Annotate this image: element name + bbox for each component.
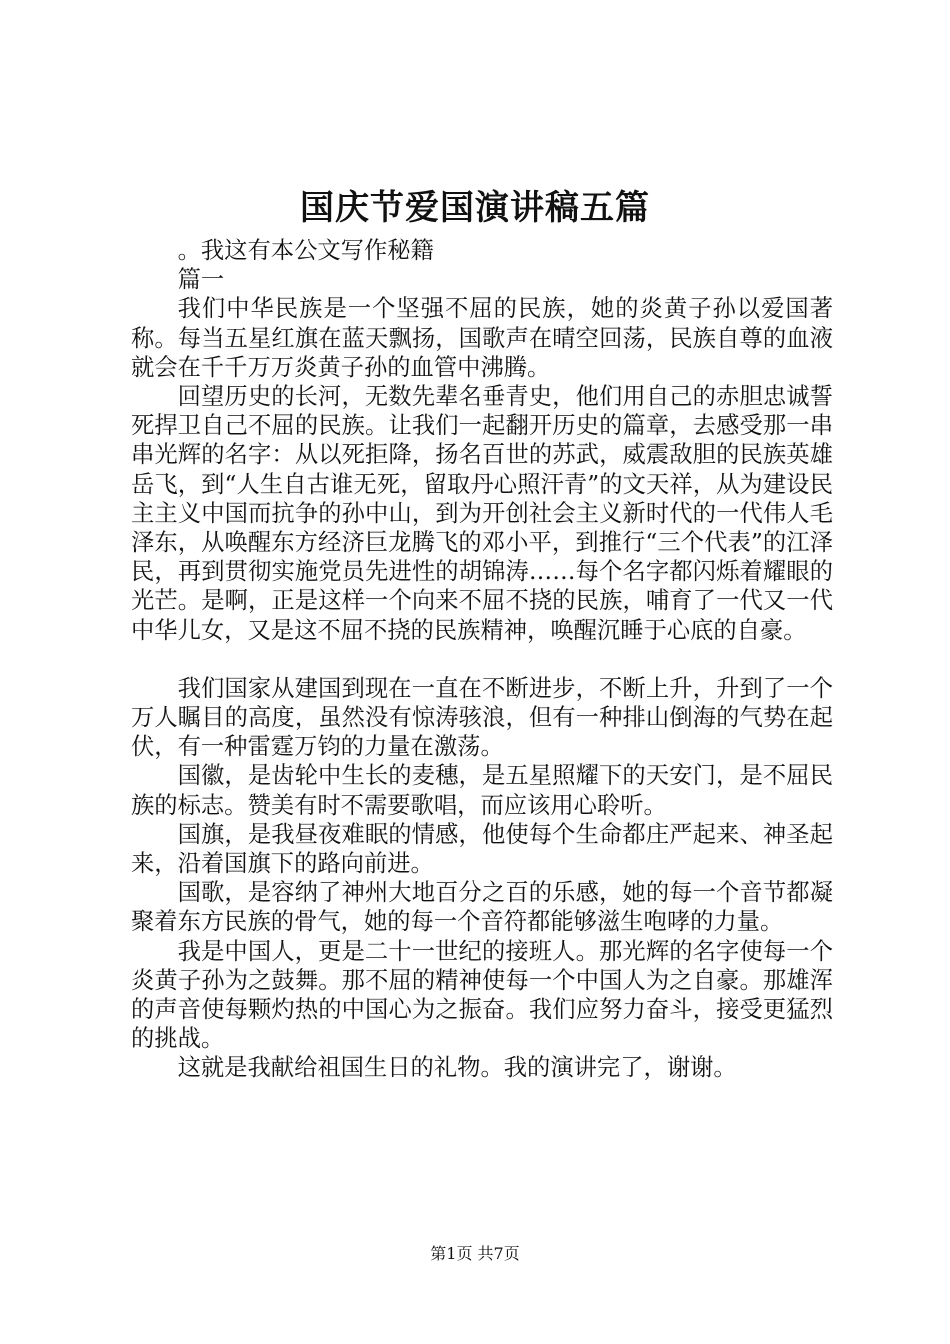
- paragraph-8: 这就是我献给祖国生日的礼物。我的演讲完了，谢谢。: [177, 1054, 737, 1082]
- document-body: [131, 236, 833, 1083]
- paragraph-3: 我们国家从建国到现在一直在不断进步，不断上升，升到了一个万人瞩目的高度，虽然没有惊涛骇浪，但有一种排山倒海的气势在起伏，有一种雷霆万钧的力量在激荡。: [131, 674, 833, 761]
- paragraph-section-heading: 篇一: [177, 266, 225, 294]
- paragraph-1: 我们中华民族是一个坚强不屈的民族，她的炎黄子孙以爱国著称。每当五星红旗在蓝天飘扬，国歌声在晴空回荡，民族自尊的血液就会在千千万万炎黄子孙的血管中沸腾。: [131, 295, 833, 381]
- paragraph-2: 回望历史的长河，无数先辈名垂青史，他们用自己的赤胆忠诚誓死捍卫自己不屈的民族。让我们一起翻开历史的篇章，去感受那一串串光辉的名字：从以死拒降，扬名百世的苏武，威震敌胆的民族英雄岳飞，到“人生自古谁无死，留取丹心照汗青”的文天祥，从为建设民主主义中国而抗争的孙中山，到为开创社会主义新时代的一代伟人毛泽东，从唤醒东方经济巨龙腾飞的邓小平，到推行“三个代表”的江泽民，再到贯彻实施党员先进性的胡锦涛……每个名字都闪烁着耀眼的光芒。是啊，正是这样一个向来不屈不挠的民族，哺育了一代又一代中华儿女，又是这不屈不挠的民族精神，唤醒沉睡于心底的自豪。: [131, 383, 833, 644]
- paragraph-7: 我是中国人，更是二十一世纪的接班人。那光辉的名字使每一个炎黄子孙为之鼓舞。那不屈的精神使每一个中国人为之自豪。那雄浑的声音使每颗灼热的中国心为之振奋。我们应努力奋斗，接受更猛烈的挑战。: [131, 937, 833, 1053]
- paragraph-6: 国歌，是容纳了神州大地百分之百的乐感，她的每一个音节都凝聚着东方民族的骨气，她的每一个音符都能够滋生咆哮的力量。: [131, 879, 833, 936]
- paragraph-intro: 。我这有本公文写作秘籍: [177, 237, 434, 264]
- document-title: 国庆节爱国演讲稿五篇: [300, 188, 650, 228]
- paragraph-4: 国徽，是齿轮中生长的麦穗，是五星照耀下的天安门，是不屈民族的标志。赞美有时不需要歌唱，而应该用心聆听。: [131, 762, 833, 819]
- paragraph-5: 国旗，是我昼夜难眠的情感，他使每个生命都庄严起来、神圣起来，沿着国旗下的路向前进。: [131, 820, 833, 878]
- page-number-footer: 第1页 共7页: [430, 1244, 520, 1263]
